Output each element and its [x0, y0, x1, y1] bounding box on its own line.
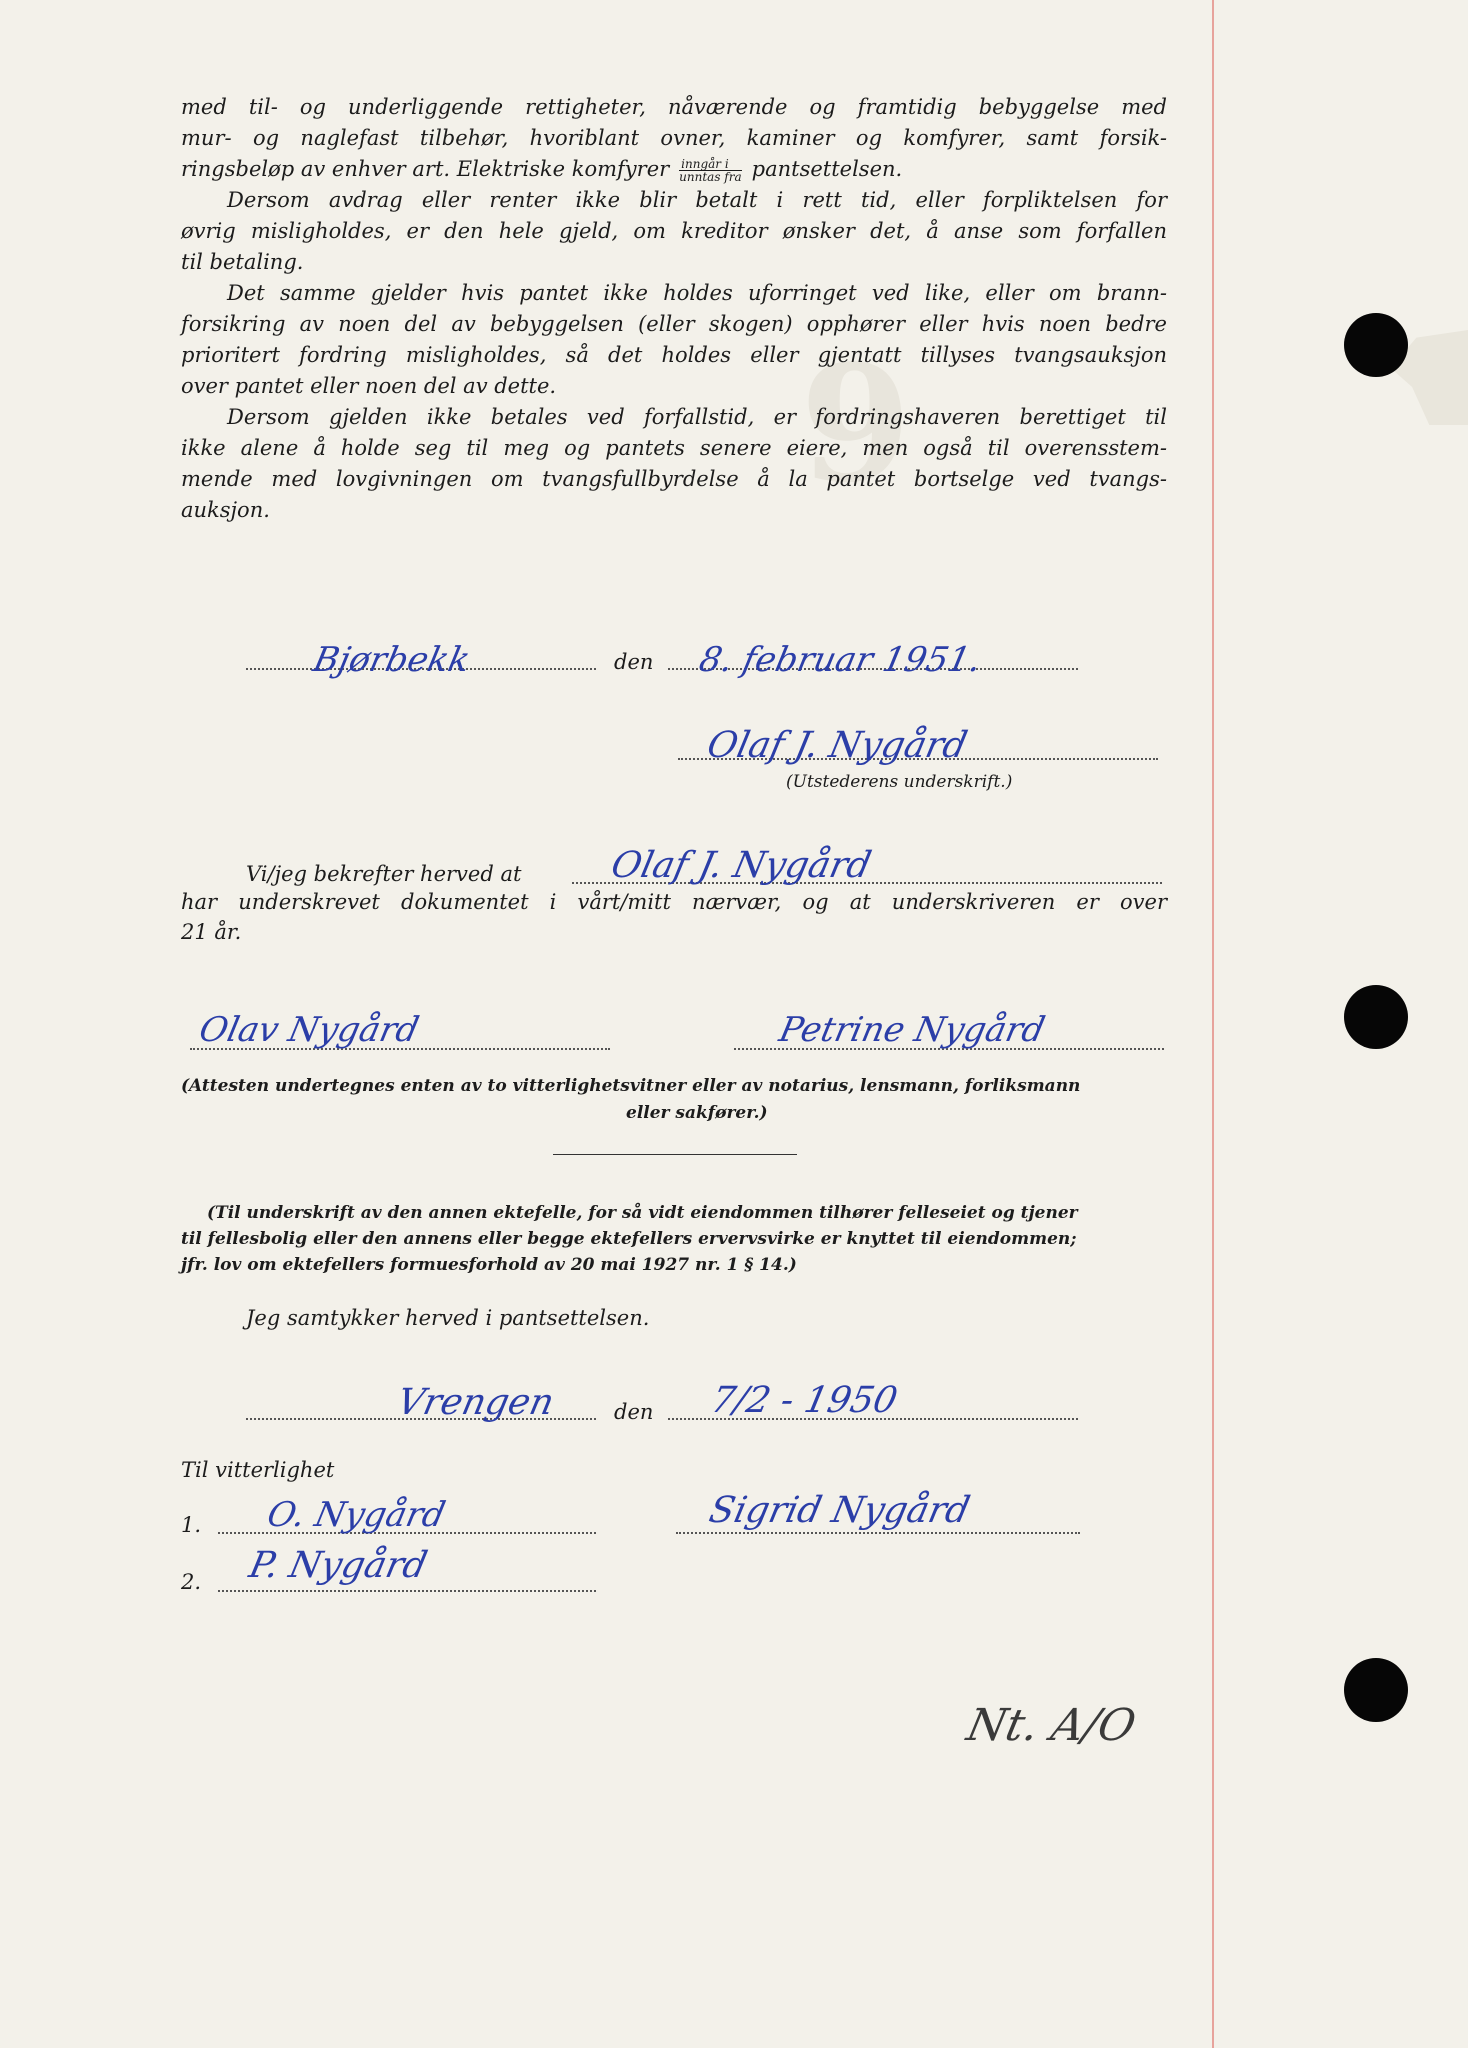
text-line: Det samme gjelder hvis pantet ikke holdes uforringet ved like, eller om brann- [227, 281, 1167, 305]
confirmation-name-handwritten: Olaf J. Nygård [607, 845, 875, 886]
text-line: mende med lovgivningen om tvangsfullbyrdelse å la pantet bortselge ved tvangs- [181, 467, 1167, 491]
paragraph-maintenance [181, 278, 1167, 402]
section-divider [553, 1154, 797, 1155]
paragraph-default [181, 185, 1167, 278]
text-line [181, 154, 1167, 185]
text-line: forsikring av noen del av bebyggelsen (eller skogen) opphører eller hvis noen bedre [181, 312, 1167, 336]
punch-hole-top [1344, 313, 1408, 377]
consent-witness1-signature: O. Nygård [263, 1495, 449, 1535]
witness-number-2: 2. [181, 1570, 202, 1594]
text-line: mur- og naglefast tilbehør, hvoriblant ovner, kaminer og komfyrer, samt forsik- [181, 126, 1167, 150]
include-exclude-fraction [679, 158, 741, 183]
confirmation-line2: har underskrevet dokumentet i vårt/mitt nærvær, og at underskriveren er over [181, 890, 1167, 914]
witness2-signature: Petrine Nygård [775, 1010, 1049, 1050]
paragraph-enforcement [181, 402, 1167, 526]
witness-caption-line1: (Attesten undertegnes enten av to vitterlighetsvitner eller av notarius, lensmann, forliksmann [181, 1076, 1081, 1096]
text-line: med til- og underliggende rettigheter, nåværende og framtidig bebyggelse med [181, 95, 1167, 119]
issuer-caption: (Utstederens underskrift.) [786, 772, 1013, 792]
spouse-signature-line [676, 1532, 1080, 1534]
consent-text: Jeg samtykker herved i pantsettelsen. [246, 1306, 650, 1330]
fraction-top: inngår i [679, 158, 741, 171]
text-line: prioritert fordring misligholdes, så det holdes eller gjentatt tillyses tvangsauksjon [181, 343, 1167, 367]
consent-den-label: den [614, 1400, 654, 1424]
text-line: Dersom gjelden ikke betales ved forfallstid, er fordringshaveren berettiget til [227, 405, 1167, 429]
consent-date-handwritten: 7/2 - 1950 [707, 1380, 901, 1421]
text-line: øvrig misligholdes, er den hele gjeld, om kreditor ønsker det, å anse som forfallen [181, 219, 1167, 243]
text-line: Dersom avdrag eller renter ikke blir betalt i rett tid, eller forpliktelsen for [227, 188, 1167, 212]
spouse-note-line3: jfr. lov om ektefellers formuesforhold av 20 mai 1927 nr. 1 § 14.) [181, 1255, 797, 1275]
spouse-signature: Sigrid Nygård [705, 1490, 974, 1531]
bleed-through-mark: 9 [800, 330, 912, 518]
witness-caption-line2: eller sakfører.) [626, 1103, 768, 1123]
confirmation-line3: 21 år. [181, 920, 242, 944]
text-fragment: ringsbeløp av enhver art. Elektriske komfyrer [181, 157, 670, 181]
text-line: ikke alene å holde seg til meg og pantets senere eiere, men også til overensstem- [181, 436, 1167, 460]
consent-witness2-line [218, 1590, 596, 1592]
issue-date-handwritten: 8. februar 1951. [695, 640, 985, 680]
issuer-signature: Olaf J. Nygård [703, 725, 971, 766]
margin-line [1212, 0, 1214, 2048]
consent-place-handwritten: Vrengen [393, 1382, 558, 1423]
spouse-note-line1: (Til underskrift av den annen ektefelle, for så vidt eiendommen tilhører felleseiet og tjener [207, 1203, 1078, 1223]
punch-hole-bottom [1344, 1658, 1408, 1722]
consent-witness2-signature: P. Nygård [245, 1545, 431, 1586]
den-label: den [614, 650, 654, 674]
text-line: auksjon. [181, 498, 270, 522]
issue-place-handwritten: Bjørbekk [309, 640, 474, 680]
til-vitterlighet-label: Til vitterlighet [181, 1458, 335, 1482]
text-line: til betaling. [181, 250, 304, 274]
fraction-bottom: unntas fra [679, 170, 742, 184]
punch-hole-middle [1344, 985, 1408, 1049]
spouse-note-line2: til fellesbolig eller den annens eller begge ektefellers ervervsvirke er knyttet til eiendommen; [181, 1229, 1077, 1249]
witness-number-1: 1. [181, 1513, 202, 1537]
witness1-signature: Olav Nygård [195, 1010, 423, 1050]
paragraph-property [181, 92, 1167, 185]
text-line: over pantet eller noen del av dette. [181, 374, 557, 398]
confirmation-prefix: Vi/jeg bekrefter herved at [246, 862, 522, 886]
text-fragment: pantsettelsen. [751, 157, 903, 181]
margin-annotation: Nt. A/O [962, 1700, 1141, 1751]
